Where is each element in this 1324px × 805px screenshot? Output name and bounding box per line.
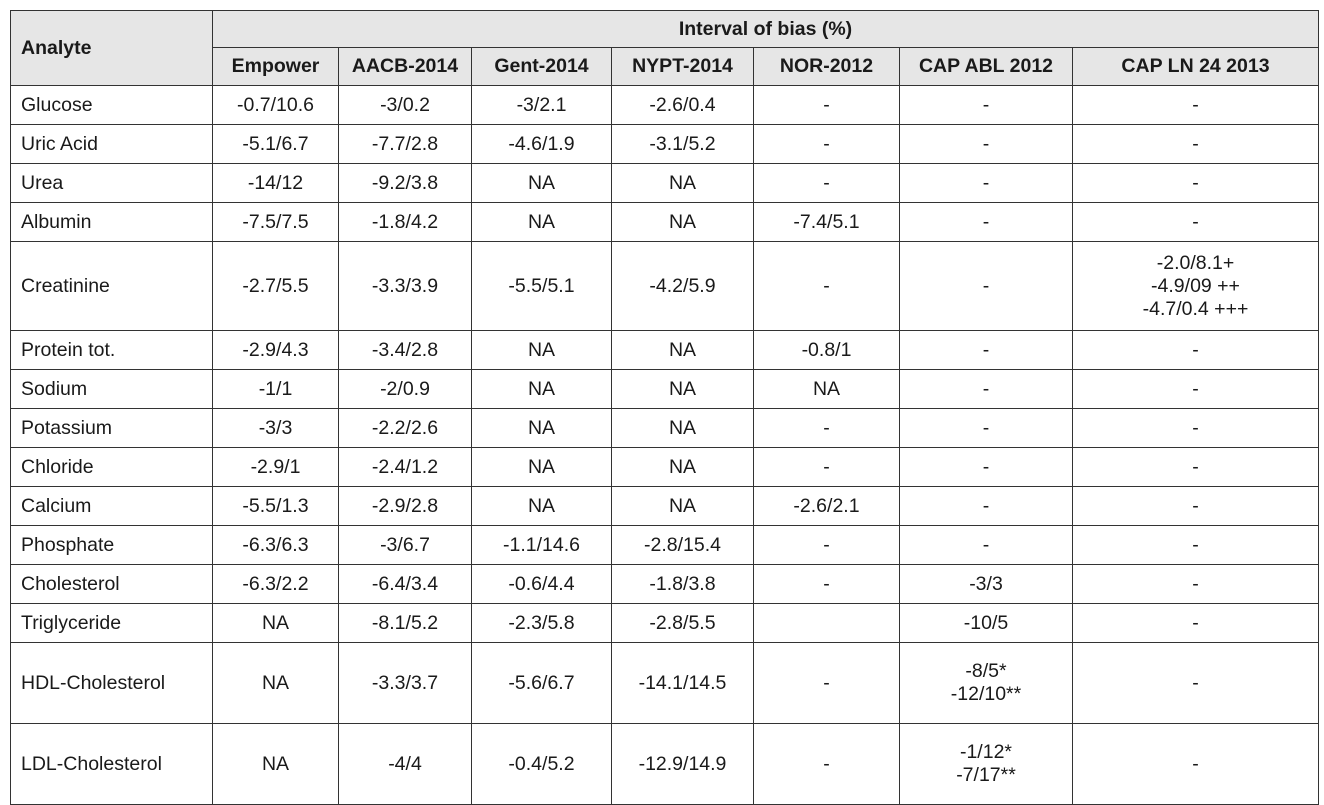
bias-cell: -1.1/14.6 [472,526,612,565]
bias-cell: -1.8/3.8 [612,565,754,604]
bias-cell [900,724,1073,805]
table-body [11,86,1319,805]
analyte-name: Sodium [11,370,213,409]
bias-cell: - [900,409,1073,448]
table-row [11,448,1319,487]
analyte-name: Potassium [11,409,213,448]
bias-cell: - [1073,370,1319,409]
bias-cell: NA [612,164,754,203]
bias-cell [900,643,1073,724]
bias-cell: - [1073,604,1319,643]
bias-cell: - [1073,86,1319,125]
bias-cell: - [900,331,1073,370]
bias-cell: NA [472,448,612,487]
table-row [11,242,1319,331]
bias-cell: -2.7/5.5 [213,242,339,331]
bias-cell: NA [472,203,612,242]
bias-cell-line: -4.7/0.4 +++ [1142,297,1249,320]
bias-cell: -6.3/6.3 [213,526,339,565]
bias-cell: -8.1/5.2 [339,604,472,643]
bias-cell: -3/0.2 [339,86,472,125]
bias-cell: - [1073,448,1319,487]
bias-cell: - [1073,409,1319,448]
bias-cell: - [900,125,1073,164]
bias-cell: - [1073,724,1319,805]
bias-cell: NA [213,643,339,724]
bias-cell: - [1073,331,1319,370]
bias-cell: - [1073,164,1319,203]
bias-cell: - [900,203,1073,242]
bias-cell: -3.3/3.9 [339,242,472,331]
table-row [11,86,1319,125]
bias-cell: - [754,164,900,203]
table-row [11,203,1319,242]
bias-cell: - [754,125,900,164]
column-header: AACB-2014 [339,48,472,86]
table-row [11,164,1319,203]
table-row [11,604,1319,643]
bias-cell: - [754,724,900,805]
bias-cell: NA [213,604,339,643]
bias-cell: NA [612,409,754,448]
bias-cell: - [900,164,1073,203]
bias-cell-line: -2.0/8.1+ [1156,251,1235,274]
bias-cell: - [754,565,900,604]
bias-cell: - [754,242,900,331]
bias-cell: - [1073,487,1319,526]
bias-cell: -7.4/5.1 [754,203,900,242]
bias-cell [754,604,900,643]
bias-cell: -2/0.9 [339,370,472,409]
bias-cell [1073,242,1319,331]
bias-cell-line: -1/12* [959,741,1013,763]
column-header: NYPT-2014 [612,48,754,86]
bias-cell: -9.2/3.8 [339,164,472,203]
bias-cell: -2.9/4.3 [213,331,339,370]
bias-cell: -14.1/14.5 [612,643,754,724]
bias-cell: NA [612,448,754,487]
bias-cell: -7.7/2.8 [339,125,472,164]
analyte-name: Glucose [11,86,213,125]
bias-cell: -4.6/1.9 [472,125,612,164]
bias-cell: - [754,448,900,487]
bias-cell: - [900,370,1073,409]
bias-cell: NA [213,724,339,805]
bias-cell: -2.6/0.4 [612,86,754,125]
table-row [11,565,1319,604]
bias-cell: -6.3/2.2 [213,565,339,604]
bias-cell: - [1073,203,1319,242]
bias-cell: - [754,643,900,724]
bias-cell: -2.9/2.8 [339,487,472,526]
bias-cell: -0.4/5.2 [472,724,612,805]
bias-cell: -3/3 [900,565,1073,604]
bias-cell: - [754,409,900,448]
bias-cell: -3/6.7 [339,526,472,565]
column-header: NOR-2012 [754,48,900,86]
bias-cell: -14/12 [213,164,339,203]
bias-cell: - [1073,643,1319,724]
bias-cell: -0.7/10.6 [213,86,339,125]
analyte-name: HDL-Cholesterol [11,643,213,724]
bias-cell: NA [754,370,900,409]
bias-cell: -2.6/2.1 [754,487,900,526]
bias-cell: -6.4/3.4 [339,565,472,604]
analyte-name: Cholesterol [11,565,213,604]
table-row [11,487,1319,526]
bias-cell: -5.1/6.7 [213,125,339,164]
bias-cell: NA [472,331,612,370]
table-row [11,643,1319,724]
bias-cell: -3.3/3.7 [339,643,472,724]
bias-group-header: Interval of bias (%) [213,11,1319,48]
bias-cell: - [900,526,1073,565]
bias-table-container [10,10,1318,805]
header-row-group [11,11,1319,48]
bias-cell: -3.4/2.8 [339,331,472,370]
bias-cell: - [900,242,1073,331]
bias-cell: - [900,448,1073,487]
bias-cell: -10/5 [900,604,1073,643]
analyte-name: Urea [11,164,213,203]
bias-cell: -3.1/5.2 [612,125,754,164]
bias-cell: NA [612,331,754,370]
analyte-name: Uric Acid [11,125,213,164]
bias-cell: - [900,86,1073,125]
analyte-name: Albumin [11,203,213,242]
analyte-name: Chloride [11,448,213,487]
bias-cell: NA [472,164,612,203]
bias-cell: - [900,487,1073,526]
column-header: CAP ABL 2012 [900,48,1073,86]
bias-cell: -4/4 [339,724,472,805]
analyte-name: Protein tot. [11,331,213,370]
analyte-name: Creatinine [11,242,213,331]
bias-cell: - [1073,565,1319,604]
column-header: Empower [213,48,339,86]
bias-cell: - [754,526,900,565]
bias-cell: -3/2.1 [472,86,612,125]
bias-cell: -2.9/1 [213,448,339,487]
bias-cell: - [754,86,900,125]
table-row [11,370,1319,409]
bias-cell: -12.9/14.9 [612,724,754,805]
bias-cell: -5.5/5.1 [472,242,612,331]
bias-cell: -5.6/6.7 [472,643,612,724]
bias-cell-line: -8/5* [965,660,1007,682]
analyte-name: Calcium [11,487,213,526]
bias-cell: -3/3 [213,409,339,448]
table-row [11,125,1319,164]
bias-cell: -1.8/4.2 [339,203,472,242]
bias-cell: -4.2/5.9 [612,242,754,331]
bias-cell: -2.2/2.6 [339,409,472,448]
bias-interval-table [10,10,1319,805]
analyte-name: LDL-Cholesterol [11,724,213,805]
bias-cell: -0.8/1 [754,331,900,370]
bias-cell: NA [612,370,754,409]
bias-cell: -0.6/4.4 [472,565,612,604]
bias-cell: - [1073,125,1319,164]
bias-cell: NA [612,487,754,526]
bias-cell-line: -4.9/09 ++ [1151,274,1240,297]
bias-cell: NA [612,203,754,242]
analyte-name: Triglyceride [11,604,213,643]
table-row [11,409,1319,448]
analyte-name: Phosphate [11,526,213,565]
bias-cell: NA [472,370,612,409]
column-header: CAP LN 24 2013 [1073,48,1319,86]
bias-cell: -2.8/5.5 [612,604,754,643]
bias-cell: -7.5/7.5 [213,203,339,242]
bias-cell-line: -7/17** [956,764,1016,786]
column-header: Gent-2014 [472,48,612,86]
bias-cell: NA [472,487,612,526]
table-row [11,526,1319,565]
bias-cell: -5.5/1.3 [213,487,339,526]
bias-cell: -2.8/15.4 [612,526,754,565]
bias-cell: -2.4/1.2 [339,448,472,487]
bias-cell: - [1073,526,1319,565]
analyte-column-header: Analyte [11,11,213,86]
bias-cell-line: -12/10** [950,683,1022,705]
bias-cell: -2.3/5.8 [472,604,612,643]
bias-cell: NA [472,409,612,448]
bias-cell: -1/1 [213,370,339,409]
table-row [11,331,1319,370]
table-row [11,724,1319,805]
